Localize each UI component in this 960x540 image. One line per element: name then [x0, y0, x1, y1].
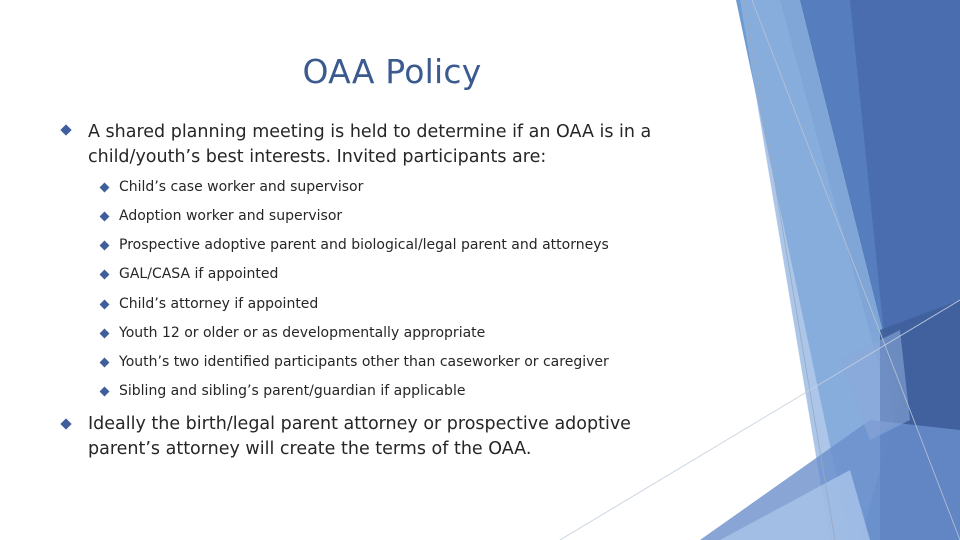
sub-bullet-2: Adoption worker and supervisor [119, 208, 343, 224]
slide-title: OAA Policy [302, 52, 482, 91]
bullet-1-text: A shared planning meeting is held to determine if an OAA is in a child/youth’s best interests. Invited participants are: [88, 122, 652, 167]
bullet-2-text: Ideally the birth/legal parent attorney or prospective adoptive parent’s attorney will create the terms of the OAA. [88, 414, 631, 459]
sub-bullet-3: Prospective adoptive parent and biological/legal parent and attorneys [119, 237, 609, 253]
sub-bullet-7: Youth’s two identified participants other than caseworker or caregiver [119, 354, 609, 370]
sub-bullet-1: Child’s case worker and supervisor [119, 179, 364, 195]
sub-bullet-4: GAL/CASA if appointed [119, 266, 279, 282]
sub-bullet-8: Sibling and sibling’s parent/guardian if applicable [119, 383, 466, 399]
sub-bullet-6: Youth 12 or older or as developmentally appropriate [119, 325, 486, 341]
sub-bullet-5: Child’s attorney if appointed [119, 296, 319, 312]
